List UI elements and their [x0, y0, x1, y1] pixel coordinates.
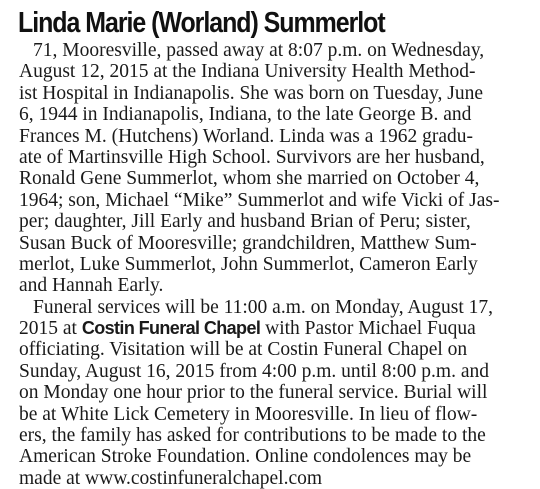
paragraph1-line: per; daughter, Jill Early and husband Brian of Peru; sister, [19, 211, 471, 233]
paragraph1-line: merlot, Luke Summerlot, John Summerlot, Cameron Early [19, 253, 478, 275]
paragraph2-line: Sunday, August 16, 2015 from 4:00 p.m. until 8:00 p.m. and [19, 360, 489, 382]
paragraph2-line: officiating. Visitation will be at Costin Funeral Chapel on [19, 339, 468, 361]
paragraph1-line: 6, 1944 in Indianapolis, Indiana, to the late George B. and [19, 104, 472, 126]
paragraph1-line: 1964; son, Michael “Mike” Summerlot and wife Vicki of Jas- [19, 189, 500, 211]
paragraph1-line: Frances M. (Hutchens) Worland. Linda was a 1962 gradu- [19, 125, 474, 147]
paragraph1-line: August 12, 2015 at the Indiana University Health Method- [19, 61, 476, 83]
paragraph1-line: ate of Martinsville High School. Survivors are her husband, [19, 146, 485, 168]
paragraph2-line: ers, the family has asked for contributions to be made to the [19, 425, 486, 447]
website-line: made at www.costinfuneralchapel.com [19, 467, 323, 489]
paragraph2-text: with Pastor Michael Fuqua [260, 318, 476, 340]
paragraph2-line: American Stroke Foundation. Online condolences may be [19, 446, 472, 468]
paragraph2-text: 2015 at [19, 318, 82, 340]
paragraph1-line: Susan Buck of Mooresville; grandchildren, Matthew Sum- [19, 232, 477, 254]
paragraph2-line-with-chapel [19, 318, 524, 339]
paragraph1-line: ist Hospital in Indianapolis. She was born on Tuesday, June [19, 82, 484, 104]
paragraph2-line: Funeral services will be 11:00 a.m. on Monday, August 17, [33, 296, 493, 318]
paragraph1-line: 71, Mooresville, passed away at 8:07 p.m. on Wednesday, [33, 40, 485, 61]
obituary-body [19, 40, 524, 489]
paragraph2-line: on Monday one hour prior to the funeral service. Burial will [19, 382, 488, 404]
paragraph2-line: be at White Lick Cemetery in Mooresville. In lieu of flow- [19, 403, 478, 425]
paragraph1-line: Ronald Gene Summerlot, whom she married on October 4, [19, 168, 480, 190]
paragraph1-line: and Hannah Early. [19, 275, 164, 297]
funeral-home-name: Costin Funeral Chapel [81, 318, 261, 339]
obituary-headline: Linda Marie (Worland) Summerlot [18, 7, 385, 39]
